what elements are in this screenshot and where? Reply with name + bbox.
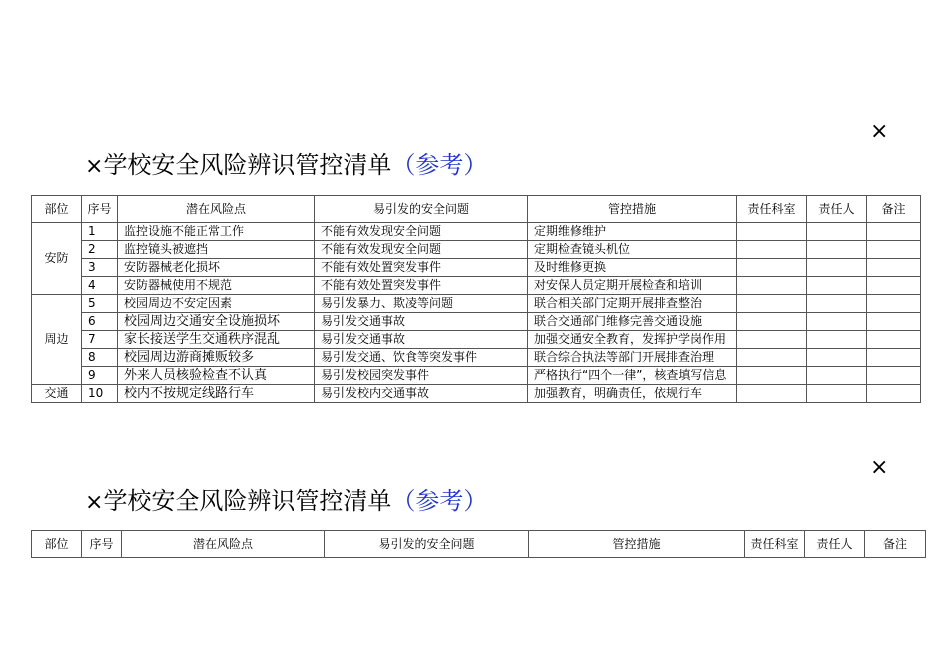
issue-cell: 不能有效处置突发事件 (315, 259, 528, 277)
table-row (32, 295, 921, 313)
header-remark: 备注 (867, 196, 921, 223)
header-person: 责任人 (807, 196, 867, 223)
title-ref: （参考） (391, 151, 488, 179)
issue-cell: 易引发校内交通事故 (315, 385, 528, 403)
person-cell (807, 241, 867, 259)
issue-cell: 不能有效发现安全问题 (315, 223, 528, 241)
measure-cell: 定期维修维护 (528, 223, 737, 241)
issue-cell: 易引发校园突发事件 (315, 367, 528, 385)
no-cell: 1 (82, 223, 118, 241)
risk-cell: 安防器械老化损坏 (118, 259, 315, 277)
dept-cell: 周边 (32, 295, 82, 385)
person-cell (807, 349, 867, 367)
measure-cell: 对安保人员定期开展检查和培训 (528, 277, 737, 295)
office-cell (737, 313, 807, 331)
header-no: 序号 (82, 196, 118, 223)
header-office: 责任科室 (737, 196, 807, 223)
person-cell (807, 295, 867, 313)
risk-cell: 校园周边交通安全设施损坏 (118, 313, 315, 331)
no-cell: 6 (82, 313, 118, 331)
remark-cell (867, 367, 921, 385)
title-prefix: × (85, 154, 104, 179)
person-cell (807, 331, 867, 349)
measure-cell: 及时维修更换 (528, 259, 737, 277)
header-measure: 管控措施 (529, 531, 745, 558)
risk-cell: 校园周边游商摊贩较多 (118, 349, 315, 367)
office-cell (737, 277, 807, 295)
header-dept: 部位 (32, 196, 82, 223)
measure-cell: 定期检查镜头机位 (528, 241, 737, 259)
issue-cell: 不能有效发现安全问题 (315, 241, 528, 259)
header-dept: 部位 (32, 531, 82, 558)
no-cell: 4 (82, 277, 118, 295)
risk-cell: 安防器械使用不规范 (118, 277, 315, 295)
remark-cell (867, 277, 921, 295)
measure-cell: 加强教育，明确责任，依规行车 (528, 385, 737, 403)
no-cell: 2 (82, 241, 118, 259)
issue-cell: 不能有效处置突发事件 (315, 277, 528, 295)
measure-cell: 加强交通安全教育，发挥护学岗作用 (528, 331, 737, 349)
dept-cell: 交通 (32, 385, 82, 403)
office-cell (737, 241, 807, 259)
no-cell: 9 (82, 367, 118, 385)
table-row (32, 313, 921, 331)
remark-cell (867, 241, 921, 259)
table-row (32, 259, 921, 277)
remark-cell (867, 295, 921, 313)
risk-cell: 家长接送学生交通秩序混乱 (118, 331, 315, 349)
no-cell: 8 (82, 349, 118, 367)
no-cell: 5 (82, 295, 118, 313)
measure-cell: 联合相关部门定期开展排查整治 (528, 295, 737, 313)
person-cell (807, 223, 867, 241)
header-issue: 易引发的安全问题 (315, 196, 528, 223)
measure-cell: 严格执行“四个一律”，核查填写信息 (528, 367, 737, 385)
office-cell (737, 259, 807, 277)
header-measure: 管控措施 (528, 196, 737, 223)
title-main: 学校安全风险辨识管控清单 (103, 151, 392, 179)
person-cell (807, 259, 867, 277)
no-cell: 3 (82, 259, 118, 277)
page-title (85, 486, 487, 518)
risk-cell: 校内不按规定线路行车 (118, 385, 315, 403)
person-cell (807, 385, 867, 403)
table-header-row (32, 531, 926, 558)
person-cell (807, 367, 867, 385)
table-row (32, 367, 921, 385)
remark-cell (867, 259, 921, 277)
risk-table (31, 195, 921, 403)
remark-cell (867, 349, 921, 367)
office-cell (737, 331, 807, 349)
table-row (32, 277, 921, 295)
issue-cell: 易引发暴力、欺凌等问题 (315, 295, 528, 313)
dept-cell: 安防 (32, 223, 82, 295)
header-risk: 潜在风险点 (118, 196, 315, 223)
office-cell (737, 223, 807, 241)
table-row (32, 385, 921, 403)
table-header-row (32, 196, 921, 223)
header-no: 序号 (82, 531, 122, 558)
no-cell: 10 (82, 385, 118, 403)
remark-cell (867, 313, 921, 331)
risk-cell: 监控镜头被遮挡 (118, 241, 315, 259)
header-remark: 备注 (865, 531, 926, 558)
risk-cell: 监控设施不能正常工作 (118, 223, 315, 241)
table-row (32, 223, 921, 241)
person-cell (807, 313, 867, 331)
page-title (85, 150, 487, 182)
office-cell (737, 367, 807, 385)
title-ref: （参考） (391, 487, 488, 515)
risk-cell: 校园周边不安定因素 (118, 295, 315, 313)
person-cell (807, 277, 867, 295)
measure-cell: 联合交通部门维修完善交通设施 (528, 313, 737, 331)
office-cell (737, 349, 807, 367)
remark-cell (867, 223, 921, 241)
header-risk: 潜在风险点 (122, 531, 325, 558)
header-person: 责任人 (805, 531, 865, 558)
office-cell (737, 385, 807, 403)
issue-cell: 易引发交通事故 (315, 331, 528, 349)
table-row (32, 331, 921, 349)
issue-cell: 易引发交通、饮食等突发事件 (315, 349, 528, 367)
office-cell (737, 295, 807, 313)
remark-cell (867, 385, 921, 403)
header-issue: 易引发的安全问题 (325, 531, 529, 558)
close-icon[interactable]: × (870, 455, 889, 480)
remark-cell (867, 331, 921, 349)
table-row (32, 349, 921, 367)
title-prefix: × (85, 490, 104, 515)
title-main: 学校安全风险辨识管控清单 (103, 487, 392, 515)
risk-table-header (31, 530, 926, 558)
risk-cell: 外来人员核验检查不认真 (118, 367, 315, 385)
issue-cell: 易引发交通事故 (315, 313, 528, 331)
measure-cell: 联合综合执法等部门开展排查治理 (528, 349, 737, 367)
header-office: 责任科室 (745, 531, 805, 558)
close-icon[interactable]: × (870, 119, 889, 144)
table-row (32, 241, 921, 259)
no-cell: 7 (82, 331, 118, 349)
